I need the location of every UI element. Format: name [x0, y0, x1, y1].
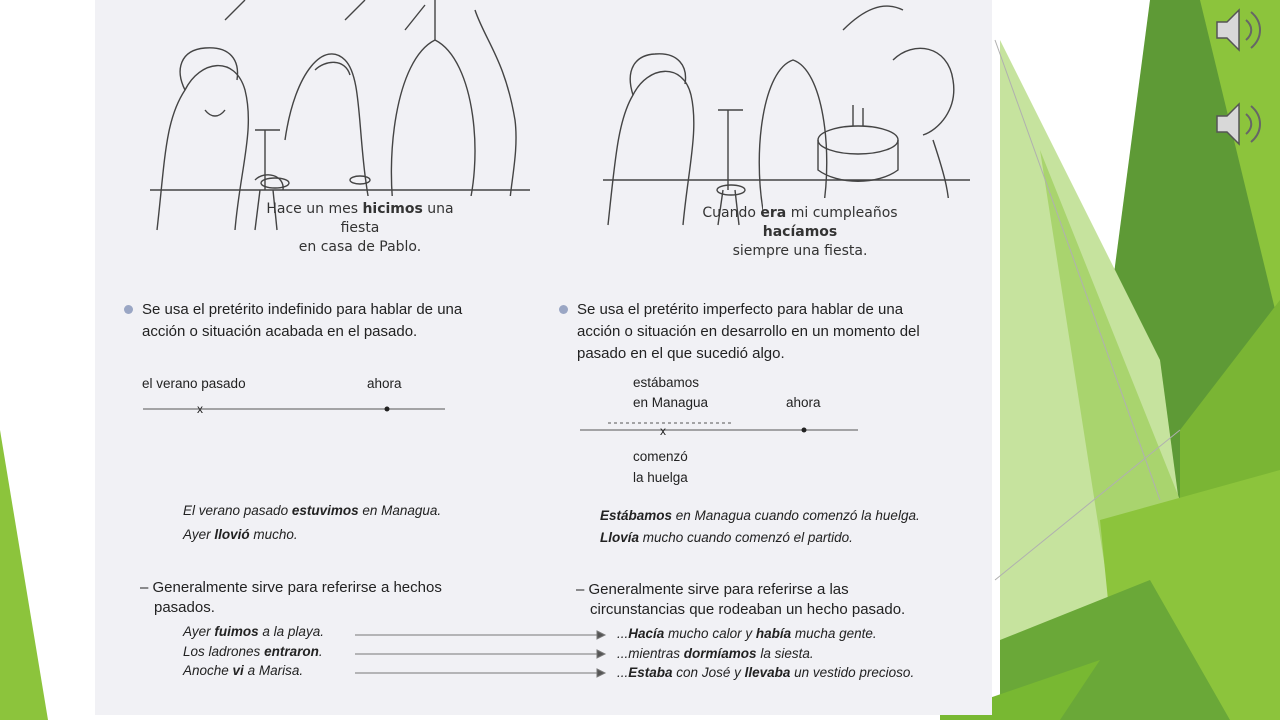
pair-text-mid: la siesta. — [756, 646, 814, 661]
example-text-end: mucho cuando comenzó el partido. — [639, 530, 853, 545]
example-text-end: mucho. — [249, 527, 298, 542]
pair-verb: Hacía — [628, 626, 665, 641]
rule-indefinido — [142, 299, 542, 343]
pair-arrows — [353, 626, 609, 682]
pair-left-2 — [183, 642, 323, 662]
pair-right-2 — [617, 644, 814, 664]
example-text-end: en Managua cuando comenzó la huelga. — [672, 508, 920, 523]
pair-verb: fuimos — [214, 624, 259, 639]
example-text: El verano pasado — [183, 503, 292, 518]
caption-left-line2: en casa de Pablo. — [298, 239, 422, 255]
pair-verb: entraron — [264, 644, 319, 659]
pair-right-3 — [617, 663, 914, 683]
party-illustration-left — [145, 0, 530, 232]
pair-text: Anoche — [183, 663, 233, 678]
example-imperfecto-1 — [600, 505, 920, 527]
rule-imperfecto-line1: Se usa el pretérito imperfecto para hablar de una — [577, 301, 904, 318]
example-text-end: en Managua. — [358, 503, 442, 518]
rule-indefinido-line2: acción o situación acabada en el pasado. — [142, 323, 418, 340]
pair-text-mid: con José y — [672, 665, 745, 680]
caption-right-line2: siempre una fiesta. — [732, 243, 868, 259]
example-verb: estuvimos — [291, 503, 359, 518]
rule-imperfecto-line2: acción o situación en desarrollo en un momento del — [577, 323, 920, 340]
pair-text: Los ladrones — [183, 644, 265, 659]
timeline-label-top1: estábamos — [633, 375, 700, 390]
note-indefinido-line1: – Generalmente sirve para referirse a hechos — [140, 579, 442, 596]
note-imperfecto-line1: – Generalmente sirve para referirse a las — [576, 581, 849, 598]
example-indefinido-2 — [183, 524, 298, 546]
timeline-label-estabamos — [633, 373, 708, 413]
pair-verb: vi — [232, 663, 244, 678]
pair-text: ... — [617, 626, 629, 641]
pair-text: ... — [617, 665, 629, 680]
caption-right-text: Cuando — [702, 205, 761, 221]
pair-left-1 — [183, 622, 324, 642]
note-imperfecto-line2: circunstancias que rodeaban un hecho pasado. — [590, 601, 906, 618]
caption-left-text-2: una fiesta — [340, 201, 454, 236]
note-indefinido — [140, 578, 442, 618]
pair-text-mid: mucho calor y — [664, 626, 756, 641]
caption-left — [250, 200, 470, 257]
rule-indefinido-line1: Se usa el pretérito indefinido para hablar de una — [142, 301, 463, 318]
example-text: Ayer — [183, 527, 215, 542]
timeline-mark-right: x — [660, 424, 666, 438]
caption-right — [670, 204, 930, 261]
timeline-label-bottom2: la huelga — [633, 470, 688, 485]
timeline-label-now-right: ahora — [786, 395, 821, 410]
timeline-label-past: el verano pasado — [142, 376, 246, 391]
timeline-mark-left: x — [197, 402, 203, 416]
rule-imperfecto — [577, 299, 987, 365]
example-verb: llovió — [214, 527, 250, 542]
timeline-left — [140, 398, 450, 420]
example-imperfecto-2 — [600, 527, 853, 549]
bullet-dot — [559, 305, 568, 314]
caption-right-bold-1: era — [760, 205, 787, 221]
pair-text-end: mucha gente. — [791, 626, 877, 641]
pair-text-end: a Marisa. — [243, 663, 304, 678]
timeline-label-top2: en Managua — [633, 395, 709, 410]
pair-right-1 — [617, 624, 877, 644]
caption-right-bold-2: hacíamos — [762, 224, 838, 240]
timeline-label-bottom1: comenzó — [633, 449, 688, 464]
pair-text: ...mientras — [617, 646, 684, 661]
caption-left-bold: hicimos — [362, 201, 423, 217]
caption-right-text-2: mi cumpleaños — [786, 205, 898, 221]
timeline-label-now-left: ahora — [367, 376, 402, 391]
speaker-icon[interactable] — [1213, 96, 1269, 152]
example-verb: Estábamos — [600, 508, 673, 523]
note-imperfecto — [576, 580, 905, 620]
pair-left-3 — [183, 661, 303, 681]
example-verb: Llovía — [600, 530, 640, 545]
pair-verb-2: había — [755, 626, 792, 641]
rule-imperfecto-line3: pasado en el que sucedió algo. — [577, 345, 785, 362]
example-indefinido-1 — [183, 500, 441, 522]
pair-verb: dormíamos — [683, 646, 757, 661]
pair-verb: Estaba — [628, 665, 673, 680]
note-indefinido-line2: pasados. — [154, 599, 215, 616]
timeline-right — [578, 418, 863, 442]
birthday-illustration-right — [603, 0, 970, 232]
pair-text: Ayer — [183, 624, 215, 639]
timeline-label-comenzo — [633, 446, 688, 488]
pair-text-end: a la playa. — [258, 624, 324, 639]
caption-left-text: Hace un mes — [266, 201, 363, 217]
pair-text-end: un vestido precioso. — [790, 665, 915, 680]
pair-verb-2: llevaba — [744, 665, 791, 680]
pair-text-end: . — [318, 644, 323, 659]
bullet-dot — [124, 305, 133, 314]
textbook-page — [95, 0, 992, 715]
speaker-icon[interactable] — [1213, 4, 1269, 56]
